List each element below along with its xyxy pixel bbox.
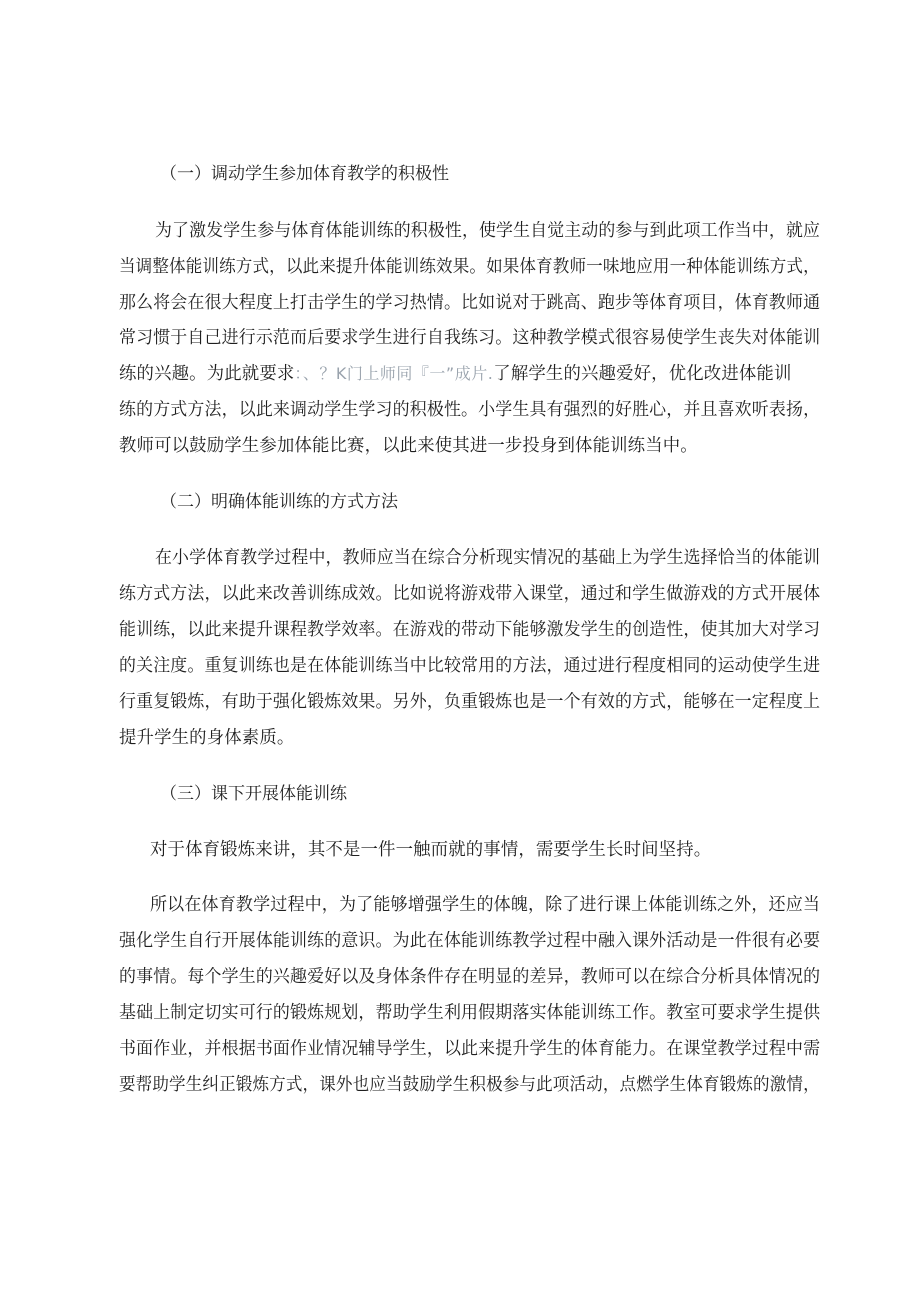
paragraph-line: 要帮助学生纠正锻炼方式，课外也应当鼓励学生积极参与此项活动，点燃学生体育锻炼的激情， [119, 1075, 820, 1095]
paragraph-line: 在小学体育教学过程中，教师应当在综合分析现实情况的基础上为学生选择恰当的体能训 [155, 548, 821, 568]
paragraph-line: 常习惯于自己进行示范而后要求学生进行自我练习。这种教学模式很容易使学生丧失对体能训 [119, 328, 821, 348]
line-text-before: 练的兴趣。为此就要求 [119, 364, 295, 384]
paragraph-line: 强化学生自行开展体能训练的意识。为此在体能训练教学过程中融入课外活动是一件很有必要 [119, 931, 821, 951]
paragraph-line: 基础上制定切实可行的锻炼规划，帮助学生利用假期落实体能训练工作。教室可要求学生提供 [119, 1003, 821, 1023]
paragraph-line: 对于体育锻炼来讲，其不是一件一触而就的事情，需要学生长时间坚持。 [150, 840, 712, 860]
paragraph-line: 提升学生的身体素质。 [119, 728, 295, 748]
paragraph-line: 的事情。每个学生的兴趣爱好以及身体条件存在明显的差异，教师可以在综合分析具体情况的 [119, 967, 821, 987]
paragraph-line: 练的方式方法，以此来调动学生学习的积极性。小学生具有强烈的好胜心，并且喜欢听表扬， [119, 400, 821, 420]
paragraph-line-with-artifact [119, 362, 792, 386]
paragraph-line: 的关注度。重复训练也是在体能训练当中比较常用的方法，通过进行程度相同的运动使学生进 [119, 656, 821, 676]
section-heading-2: （二）明确体能训练的方式方法 [160, 492, 398, 512]
section-heading-1: （一）调动学生参加体育教学的积极性 [160, 164, 449, 184]
paragraph-line: 能训练，以此来提升课程教学效率。在游戏的带动下能够激发学生的创造性，使其加大对学习 [119, 620, 821, 640]
paragraph-line: 教师可以鼓励学生参加体能比赛，以此来使其进一步投身到体能训练当中。 [119, 436, 698, 456]
paragraph-line: 行重复锻炼，有助于强化锻炼效果。另外，负重锻炼也是一个有效的方式，能够在一定程度上 [119, 692, 821, 712]
paragraph-line: 为了激发学生参与体育体能训练的积极性，使学生自觉主动的参与到此项工作当中，就应 [155, 221, 821, 241]
paragraph-line: 所以在体育教学过程中，为了能够增强学生的体魄，除了进行课上体能训练之外，还应当 [150, 895, 821, 915]
paragraph-line: 当调整体能训练方式，以此来提升体能训练效果。如果体育教师一味地应用一种体能训练方式， [119, 257, 820, 277]
faint-ocr-artifact: ：、？K门上师同『一”成片. [294, 364, 494, 383]
paragraph-line: 书面作业，并根据书面作业情况辅导学生，以此来提升学生的体育能力。在课堂教学过程中需 [119, 1039, 821, 1059]
paragraph-line: 那么将会在很大程度上打击学生的学习热情。比如说对于跳高、跑步等体育项目，体育教师通 [119, 293, 821, 313]
paragraph-line: 练方式方法，以此来改善训练成效。比如说将游戏带入课堂，通过和学生做游戏的方式开展体 [119, 584, 821, 604]
section-heading-3: （三）课下开展体能训练 [160, 784, 347, 804]
line-text-after: 了解学生的兴趣爱好，优化改进体能训 [493, 364, 792, 384]
